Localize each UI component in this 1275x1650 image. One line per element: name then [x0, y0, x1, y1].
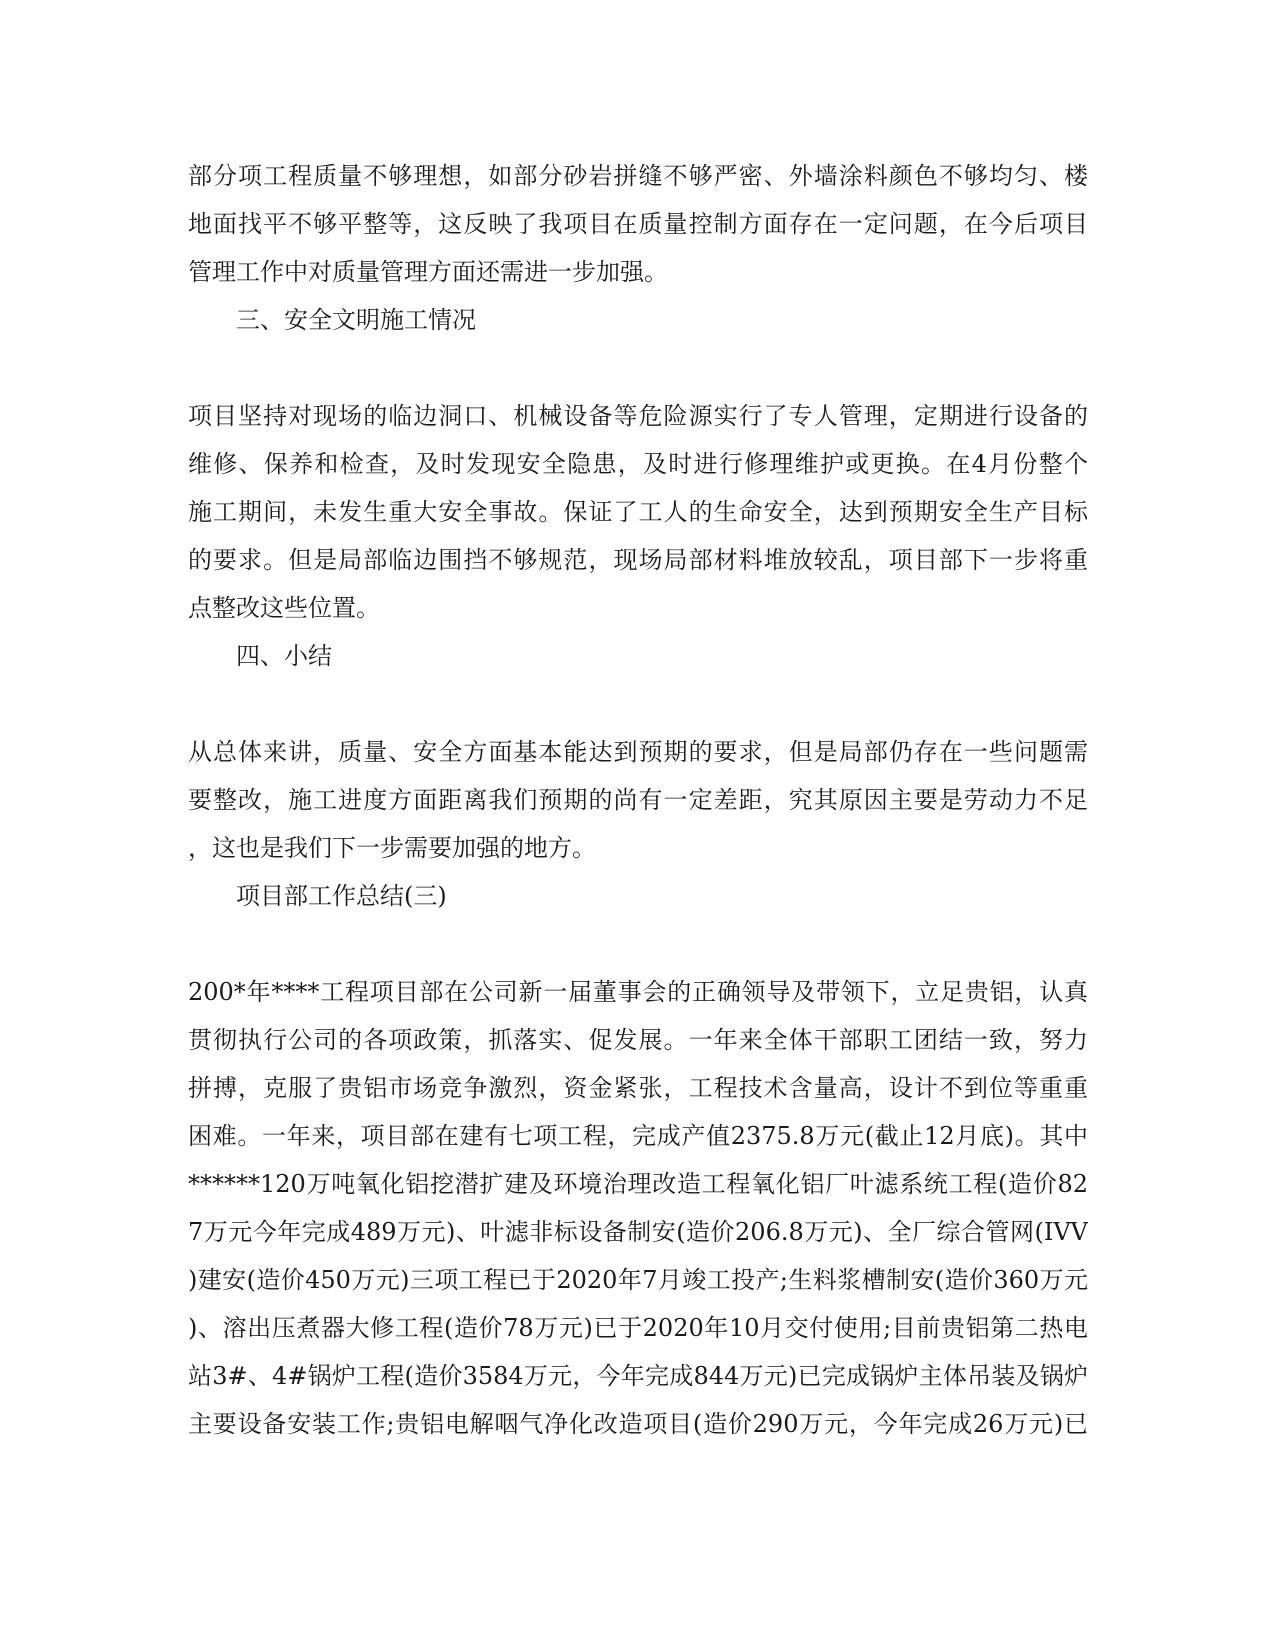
text-line: 管理工作中对质量管理方面还需进一步加强。	[188, 258, 668, 286]
text-line: 困难。一年来，项目部在建有七项工程，完成产值2375.8万元(截止12月底)。其中	[188, 1122, 1088, 1150]
text-line: 的要求。但是局部临边围挡不够规范，现场局部材料堆放较乱，项目部下一步将重	[188, 546, 1088, 574]
section-heading-part3: 项目部工作总结(三)	[236, 882, 447, 910]
section-heading-summary: 四、小结	[236, 642, 332, 670]
text-line: 要整改，施工进度方面距离我们预期的尚有一定差距，究其原因主要是劳动力不足	[188, 786, 1088, 814]
text-line: 200*年****工程项目部在公司新一届董事会的正确领导及带领下，立足贵铝，认真	[188, 978, 1088, 1006]
text-line: 地面找平不够平整等，这反映了我项目在质量控制方面存在一定问题，在今后项目	[188, 210, 1088, 238]
paragraph-part3	[188, 968, 1088, 1448]
paragraph-quality	[188, 152, 1088, 296]
paragraph-safety	[188, 392, 1088, 632]
text-line: 项目坚持对现场的临边洞口、机械设备等危险源实行了专人管理，定期进行设备的	[188, 402, 1088, 430]
text-line: 贯彻执行公司的各项政策，抓落实、促发展。一年来全体干部职工团结一致，努力	[188, 1026, 1088, 1054]
text-line: 部分项工程质量不够理想，如部分砂岩拼缝不够严密、外墙涂料颜色不够均匀、楼	[188, 162, 1088, 190]
section-spacer	[188, 920, 1088, 968]
text-line: 施工期间，未发生重大安全事故。保证了工人的生命安全，达到预期安全生产目标	[188, 498, 1088, 526]
text-line: 从总体来讲，质量、安全方面基本能达到预期的要求，但是局部仍存在一些问题需	[188, 738, 1088, 766]
text-line: )、溶出压煮器大修工程(造价78万元)已于2020年10月交付使用;目前贵铝第二热电	[188, 1314, 1088, 1342]
text-line: ******120万吨氧化铝挖潜扩建及环境治理改造工程氧化铝厂叶滤系统工程(造价82	[188, 1170, 1088, 1198]
document-body	[188, 152, 1088, 1448]
text-line: 拼搏，克服了贵铝市场竞争激烈，资金紧张，工程技术含量高，设计不到位等重重	[188, 1074, 1088, 1102]
text-line: 主要设备安装工作;贵铝电解咽气净化改造项目(造价290万元，今年完成26万元)已	[188, 1410, 1088, 1438]
section-spacer	[188, 680, 1088, 728]
paragraph-summary	[188, 728, 1088, 872]
text-line: 维修、保养和检查，及时发现安全隐患，及时进行修理维护或更换。在4月份整个	[188, 450, 1088, 478]
text-line: 点整改这些位置。	[188, 594, 380, 622]
text-line: ，这也是我们下一步需要加强的地方。	[188, 834, 596, 862]
text-line: )建安(造价450万元)三项工程已于2020年7月竣工投产;生料浆槽制安(造价360万元	[188, 1266, 1088, 1294]
text-line: 站3#、4#锅炉工程(造价3584万元，今年完成844万元)已完成锅炉主体吊装及锅炉	[188, 1362, 1088, 1390]
text-line: 7万元今年完成489万元)、叶滤非标设备制安(造价206.8万元)、全厂综合管网(IVV	[188, 1218, 1088, 1246]
section-heading-safety: 三、安全文明施工情况	[236, 306, 476, 334]
section-spacer	[188, 344, 1088, 392]
